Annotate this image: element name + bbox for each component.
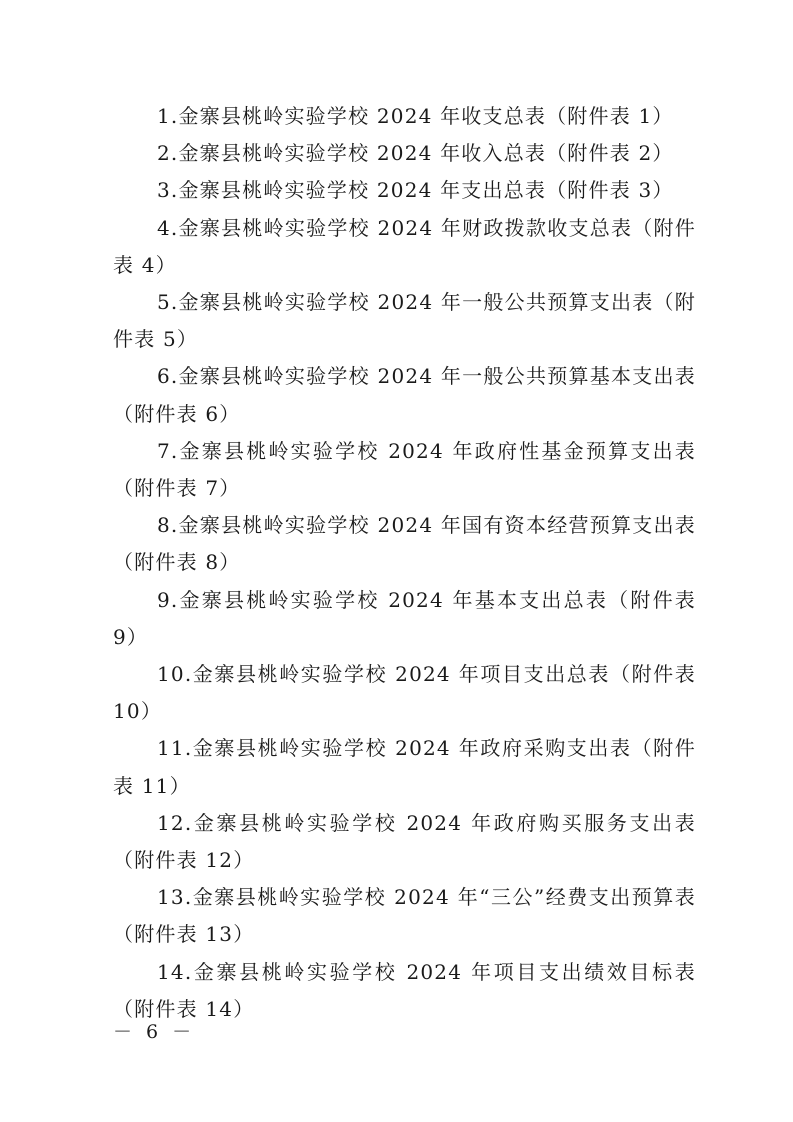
list-item: 7.金寨县桃岭实验学校 2024 年政府性基金预算支出表（附件表 7）	[113, 438, 696, 501]
list-item: 5.金寨县桃岭实验学校 2024 年一般公共预算支出表（附件表 5）	[113, 290, 696, 352]
list-item: 9.金寨县桃岭实验学校 2024 年基本支出总表（附件表 9）	[113, 587, 696, 649]
attachment-list	[113, 98, 696, 1028]
list-item: 1.金寨县桃岭实验学校 2024 年收支总表（附件表 1）	[157, 104, 674, 128]
list-item: 4.金寨县桃岭实验学校 2024 年财政拨款收支总表（附件表 4）	[113, 215, 696, 277]
list-item: 12.金寨县桃岭实验学校 2024 年政府购买服务支出表（附件表 12）	[113, 810, 696, 873]
list-item: 11.金寨县桃岭实验学校 2024 年政府采购支出表（附件表 11）	[113, 736, 696, 798]
list-item: 6.金寨县桃岭实验学校 2024 年一般公共预算基本支出表（附件表 6）	[113, 364, 696, 426]
page-number: － 6 －	[113, 1021, 196, 1043]
list-item: 2.金寨县桃岭实验学校 2024 年收入总表（附件表 2）	[157, 141, 674, 166]
list-item: 8.金寨县桃岭实验学校 2024 年国有资本经营预算支出表（附件表 8）	[113, 513, 696, 575]
list-item: 14.金寨县桃岭实验学校 2024 年项目支出绩效目标表（附件表 14）	[113, 959, 696, 1021]
list-item: 3.金寨县桃岭实验学校 2024 年支出总表（附件表 3）	[157, 178, 674, 203]
list-item: 13.金寨县桃岭实验学校 2024 年“三公”经费支出预算表（附件表 13）	[113, 885, 696, 947]
list-item: 10.金寨县桃岭实验学校 2024 年项目支出总表（附件表 10）	[113, 662, 696, 724]
